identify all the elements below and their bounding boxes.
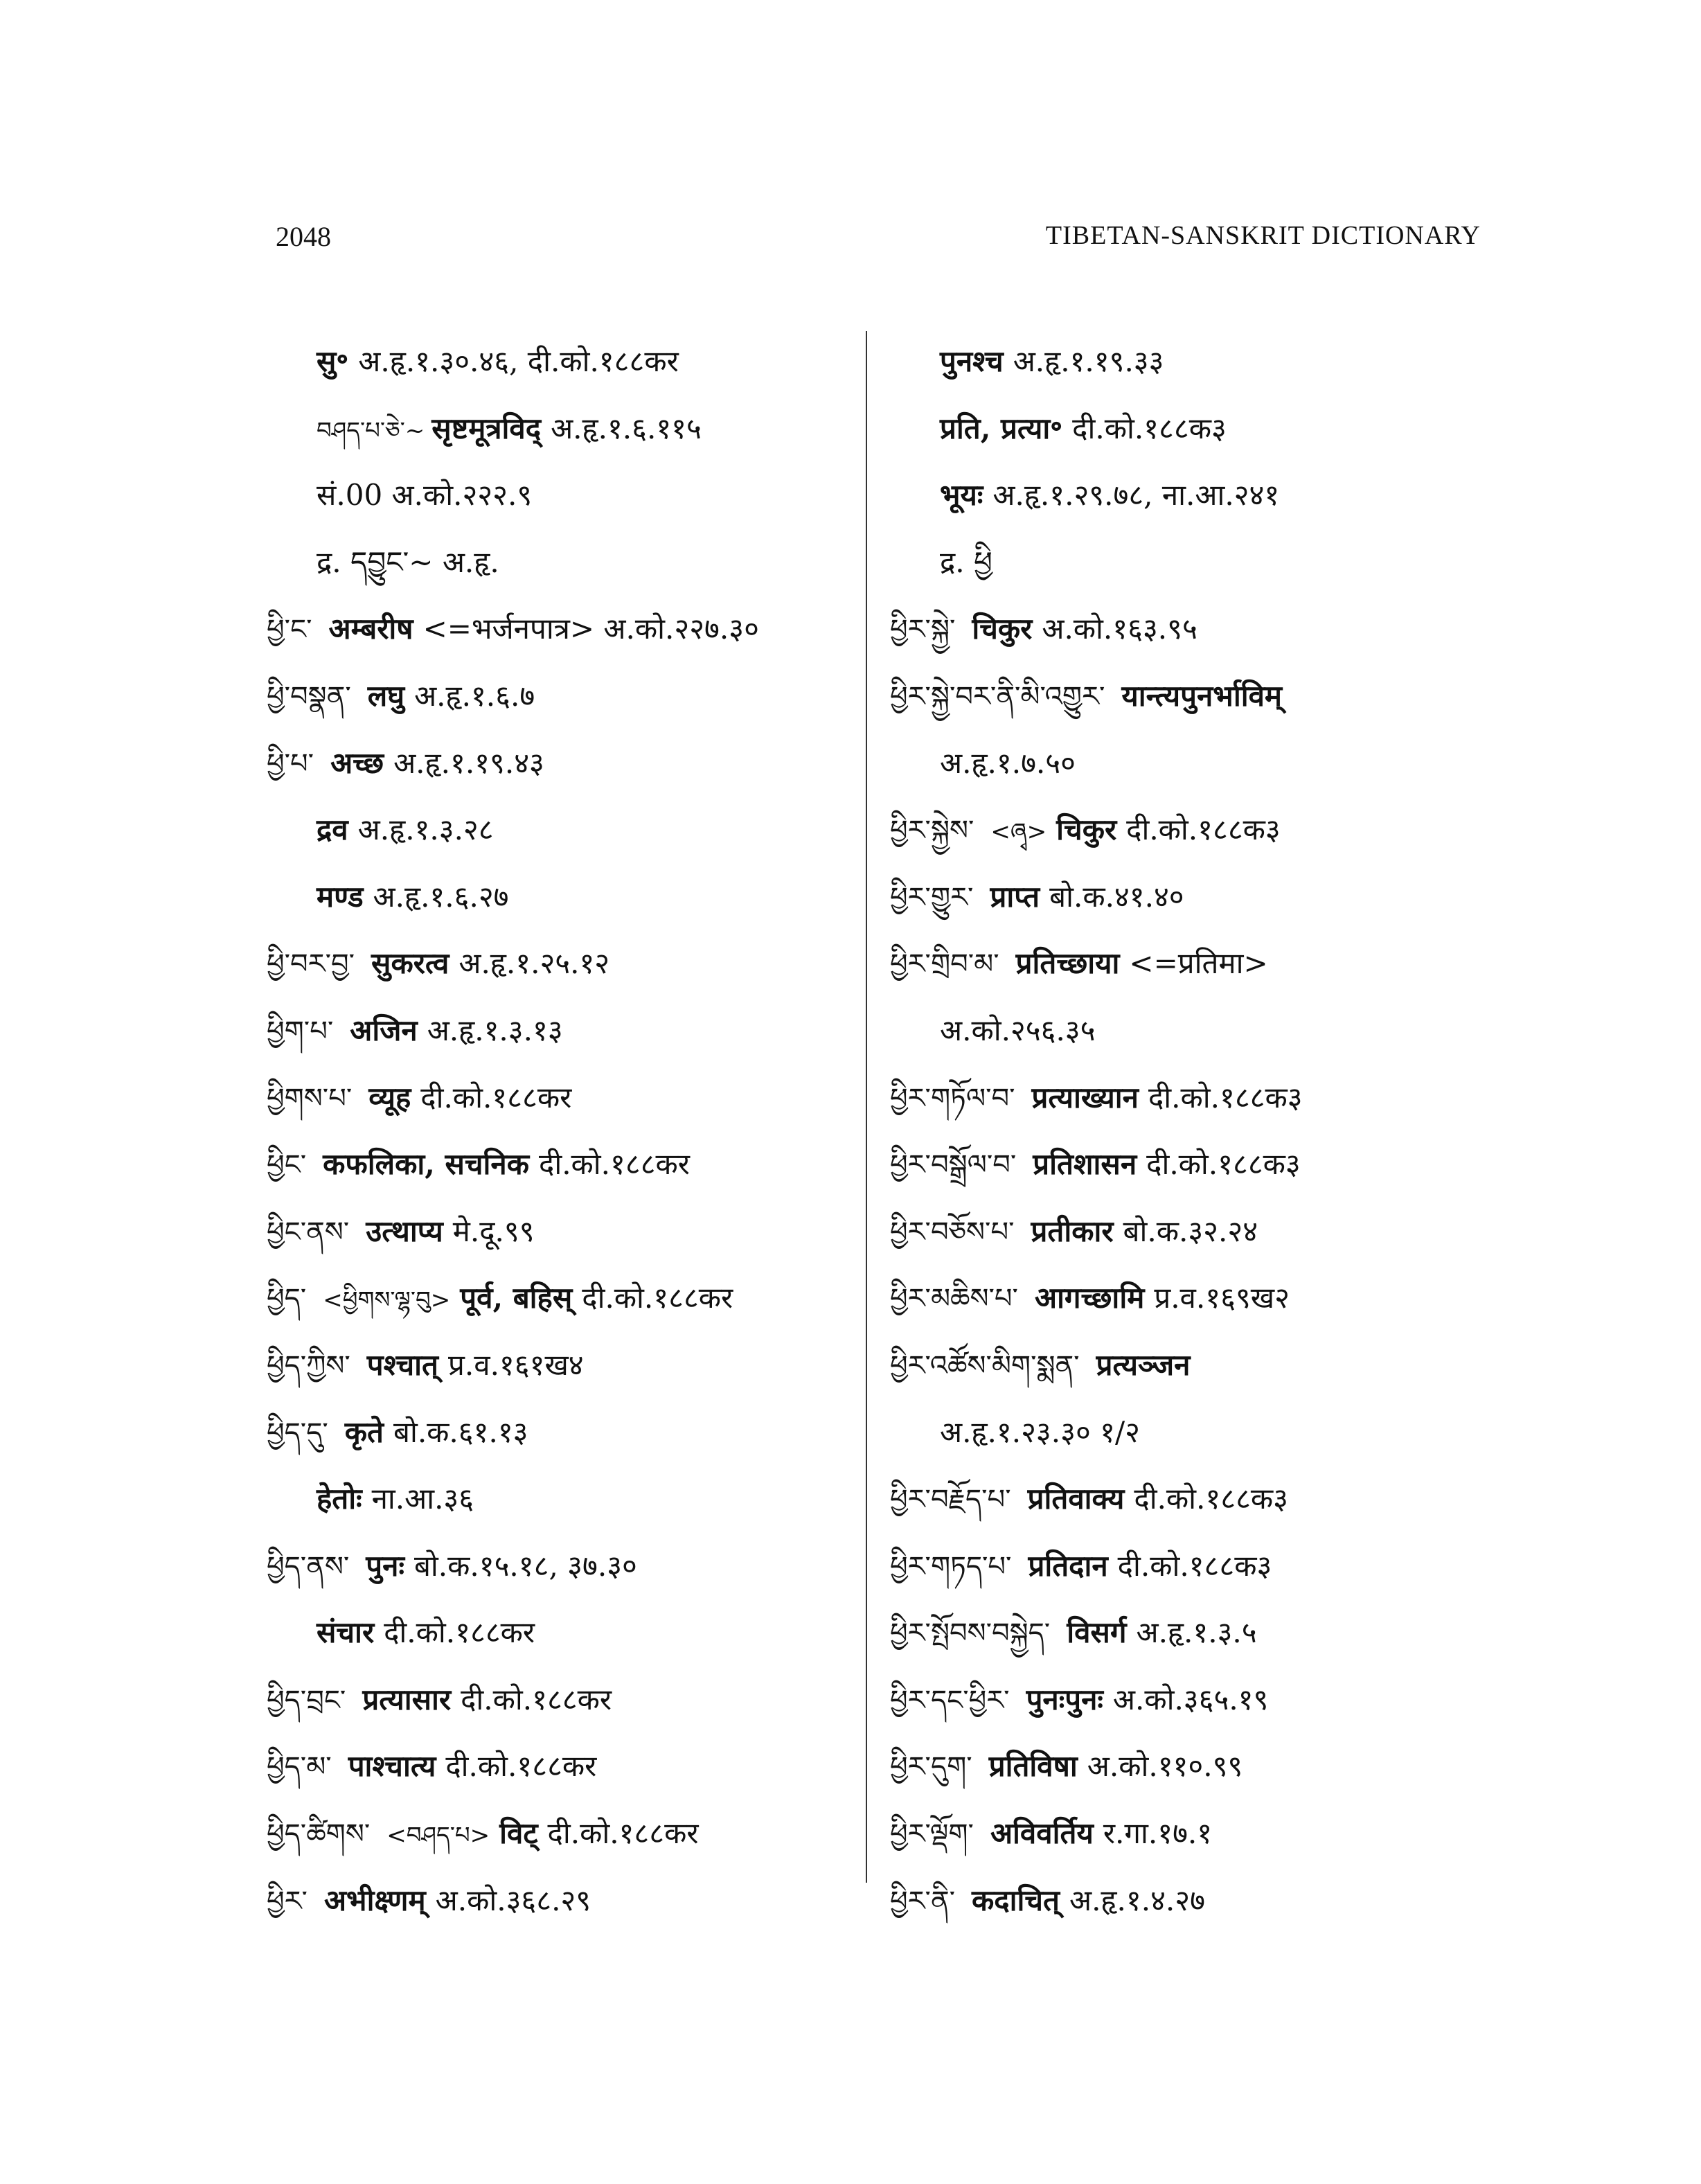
tibetan-headword: ཕྱིར་སྤོབས་བསྐྱེད་ xyxy=(890,1617,1051,1650)
sanskrit-gloss: चिकुर xyxy=(1056,813,1117,847)
dictionary-entry xyxy=(267,797,848,864)
dictionary-entry xyxy=(267,596,848,663)
source-reference: <=प्रतिमा> xyxy=(1129,946,1268,981)
dictionary-entry xyxy=(267,396,848,463)
sanskrit-gloss: प्रत्याख्यान xyxy=(1031,1080,1139,1115)
dictionary-entry xyxy=(890,1399,1499,1466)
dictionary-entry xyxy=(267,1198,848,1266)
dictionary-entry xyxy=(890,930,1499,997)
source-reference: अ.हृ.१.६.७ xyxy=(414,678,535,713)
source-reference: अ.हृ.१.३.१३ xyxy=(427,1013,563,1047)
sanskrit-gloss: प्रतिवाक्य xyxy=(1027,1482,1125,1516)
tibetan-headword: ཕྱིད་ xyxy=(267,1283,307,1315)
sanskrit-gloss: पाश्चात्य xyxy=(348,1749,436,1784)
tibetan-headword: ཕྱིད་ཀྱིས་ xyxy=(267,1349,350,1382)
dictionary-entry xyxy=(890,1867,1499,1935)
tibetan-headword: ཕྱིང་ནས་ xyxy=(267,1216,350,1248)
column-divider xyxy=(866,331,867,1883)
sanskrit-gloss: भूयः xyxy=(940,478,983,513)
dictionary-entry xyxy=(890,1800,1499,1867)
dictionary-entry xyxy=(267,1466,848,1533)
dictionary-entry xyxy=(890,663,1499,730)
tibetan-headword: ཕྱིར་མཆིས་པ་ xyxy=(890,1283,1018,1315)
dictionary-entry xyxy=(890,797,1499,864)
sanskrit-gloss: प्रतिविषा xyxy=(988,1749,1078,1784)
source-reference: प्र.व.१६१ख४ xyxy=(447,1347,584,1382)
source-reference: <=भर्जनपात्र> अ.को.२२७.३० xyxy=(422,612,759,646)
left-column xyxy=(267,328,848,1934)
source-reference: अ.हृ.१.२९.७८, ना.आ.२४१ xyxy=(992,478,1280,513)
dictionary-entry xyxy=(890,864,1499,931)
sanskrit-gloss: प्रतिच्छाया xyxy=(1015,946,1120,981)
sanskrit-gloss: लघु xyxy=(367,678,405,713)
dictionary-entry xyxy=(267,529,848,596)
source-reference: दी.को.१८८क३ xyxy=(1148,1080,1303,1115)
tibetan-headword: ཕྱིར་ནི་ xyxy=(890,1885,956,1917)
source-reference: बो.क.४१.४० xyxy=(1049,879,1184,914)
source-reference: अ.को.३६८.२९ xyxy=(435,1883,591,1917)
tibetan-headword: ཕྱིར་བཅོས་པ་ xyxy=(890,1216,1015,1248)
dictionary-entry xyxy=(267,930,848,997)
tibetan-headword: ཕྱིར་ xyxy=(267,1885,308,1917)
source-reference: अ.हृ.१.२५.१२ xyxy=(458,946,610,981)
dictionary-entry xyxy=(267,1667,848,1734)
dictionary-entry xyxy=(267,730,848,797)
sanskrit-gloss: कफलिका, सचनिक xyxy=(323,1147,530,1182)
sanskrit-gloss: अविवर्तिय xyxy=(990,1816,1094,1851)
source-reference: दी.को.१८८क३ xyxy=(1072,411,1227,445)
dictionary-entry xyxy=(890,1065,1499,1132)
dictionary-entry xyxy=(267,462,848,529)
dictionary-entry xyxy=(267,328,848,396)
dictionary-entry xyxy=(890,730,1499,797)
dictionary-entry xyxy=(267,1867,848,1935)
sanskrit-gloss: प्रतीकार xyxy=(1031,1214,1114,1248)
dictionary-entry xyxy=(267,1332,848,1399)
entry-note: <ཕྱིགས་ལྷ་བུ> xyxy=(323,1286,451,1315)
source-reference: अ.हृ.१.६.११५ xyxy=(551,411,702,445)
dictionary-entry xyxy=(890,462,1499,529)
sanskrit-gloss: अम्बरीष xyxy=(328,612,413,646)
source-reference: अ.हृ.१.३.५ xyxy=(1136,1615,1257,1650)
dictionary-entry xyxy=(267,1533,848,1600)
dictionary-entry xyxy=(267,1131,848,1198)
source-reference: अ.हृ.१.७.५० xyxy=(940,745,1076,780)
sanskrit-gloss: व्यूह xyxy=(368,1080,411,1115)
tibetan-headword: ཕྱིར་སྐྱེ་བར་ནི་མི་འགྱུར་ xyxy=(890,680,1105,713)
tibetan-headword: ཕྱིར་གཏད་པ་ xyxy=(890,1550,1012,1583)
sanskrit-gloss: पुनः xyxy=(366,1548,404,1583)
sanskrit-gloss: प्राप्त xyxy=(990,879,1040,914)
source-reference: दी.को.१८८क३ xyxy=(1146,1147,1301,1182)
sanskrit-gloss: अजिन xyxy=(350,1013,418,1047)
source-reference: अ.को.२५६.३५ xyxy=(940,1013,1096,1047)
source-reference: र.गा.१७.१ xyxy=(1103,1816,1213,1851)
dictionary-entry xyxy=(267,864,848,931)
source-reference: सं.00 अ.को.२२२.९ xyxy=(317,478,533,513)
source-reference: दी.को.१८८कर xyxy=(547,1816,699,1851)
sanskrit-gloss: कदाचित् xyxy=(972,1883,1060,1917)
sanskrit-gloss: उत्थाप्य xyxy=(366,1214,443,1248)
tibetan-headword: ཕྱིག་པ་ xyxy=(267,1015,334,1047)
source-reference: अ.हृ.१.४.२७ xyxy=(1069,1883,1205,1917)
source-reference: दी.को.१८८कर xyxy=(461,1682,612,1716)
tibetan-headword: ཕྱིར་དུག་ xyxy=(890,1751,972,1784)
source-reference: दी.को.१८८कर xyxy=(445,1749,597,1784)
source-reference: अ.को.१६३.९५ xyxy=(1042,612,1197,646)
page-number: 2048 xyxy=(276,221,331,252)
sanskrit-gloss: प्रति, प्रत्या॰ xyxy=(940,411,1063,445)
source-reference: दी.को.१८८कर xyxy=(582,1281,733,1315)
sanskrit-gloss: विट् xyxy=(499,1816,538,1851)
tibetan-headword: ཕྱིད་ཚིགས་ xyxy=(267,1818,371,1851)
sanskrit-gloss: प्रत्यासार xyxy=(362,1682,452,1716)
dictionary-entry xyxy=(890,1667,1499,1734)
dictionary-entry xyxy=(267,1399,848,1466)
source-reference: ना.आ.३६ xyxy=(371,1482,474,1516)
sanskrit-gloss: सृष्टमूत्रविद् xyxy=(431,411,542,445)
dictionary-entry xyxy=(890,1599,1499,1667)
sanskrit-gloss: द्रव xyxy=(317,813,348,847)
sanskrit-gloss: पुनःपुनः xyxy=(1026,1682,1103,1716)
entry-note: <ཞྭ> xyxy=(990,818,1047,846)
source-reference: दी.को.१८८कर xyxy=(539,1147,690,1182)
source-reference: अ.हृ.१.३०.४६, दी.को.१८८कर xyxy=(358,344,679,378)
entry-note: <བཤད་པ> xyxy=(386,1822,490,1850)
sanskrit-gloss: अभीक्ष्णम् xyxy=(323,1883,426,1917)
source-reference: अ.हृ.१.१९.३३ xyxy=(1013,344,1164,378)
dictionary-entry xyxy=(267,663,848,730)
source-reference: मे.दू.९९ xyxy=(452,1214,535,1248)
sanskrit-gloss: आगच्छामि xyxy=(1034,1281,1145,1315)
sanskrit-gloss: सु॰ xyxy=(317,344,349,378)
sanskrit-gloss: मण्ड xyxy=(317,879,364,914)
sanskrit-gloss: विसर्ग xyxy=(1067,1615,1127,1650)
page-header xyxy=(0,220,1701,262)
source-reference: अ.हृ.१.२३.३० १/२ xyxy=(940,1414,1140,1449)
dictionary-entry xyxy=(267,1599,848,1667)
tibetan-headword: ཕྱིགས་པ་ xyxy=(267,1082,353,1115)
tibetan-headword: ཕྱི་བར་བྱ་ xyxy=(267,948,355,981)
source-reference: अ.हृ.१.६.२७ xyxy=(373,879,509,914)
tibetan-headword: ཕྱིར་བརྗོད་པ་ xyxy=(890,1484,1011,1516)
source-reference: बो.क.३२.२४ xyxy=(1123,1214,1258,1248)
tibetan-headword: ཕྱིད་བྲང་ xyxy=(267,1684,346,1716)
tibetan-headword: ཕྱིར་དང་ཕྱིར་ xyxy=(890,1684,1010,1716)
source-reference: अ.को.११०.९९ xyxy=(1087,1749,1243,1784)
tibetan-headword: ཕྱིར་གཏོལ་བ་ xyxy=(890,1082,1015,1115)
source-reference: बो.क.६१.१३ xyxy=(393,1414,528,1449)
dictionary-entry xyxy=(890,1466,1499,1533)
source-reference: प्र.व.१६९ख२ xyxy=(1154,1281,1290,1315)
dictionary-entry xyxy=(267,1265,848,1332)
tibetan-headword: ཕྱིར་གྱུར་ xyxy=(890,881,974,914)
dictionary-entry xyxy=(890,997,1499,1065)
tibetan-headword: ཕྱིར་གྲིབ་མ་ xyxy=(890,948,999,981)
sanskrit-gloss: प्रतिशासन xyxy=(1033,1147,1137,1182)
tibetan-headword: ཕྱིད་ནས་ xyxy=(267,1550,350,1583)
dictionary-entry xyxy=(267,997,848,1065)
sanskrit-gloss: अच्छ xyxy=(330,745,384,780)
sanskrit-gloss: सुकरत्व xyxy=(371,946,449,981)
source-reference: अ.हृ.१.३.२८ xyxy=(357,813,494,847)
source-reference: दी.को.१८८क३ xyxy=(1134,1482,1289,1516)
source-reference: दी.को.१८८कर xyxy=(384,1615,535,1650)
tibetan-headword: ཕྱིར་འཚོས་མིག་སྨན་ xyxy=(890,1349,1080,1382)
sanskrit-gloss: पूर्व, बहिस् xyxy=(460,1281,573,1315)
dictionary-entry xyxy=(890,1198,1499,1266)
source-reference: द्र. དབྱུང་~ अ.हृ. xyxy=(317,544,499,579)
source-reference: अ.हृ.१.१९.४३ xyxy=(393,745,544,780)
dictionary-entry xyxy=(890,1131,1499,1198)
dictionary-entry xyxy=(267,1733,848,1800)
tibetan-headword: ཕྱིར་སྐྱེས་ xyxy=(890,815,974,847)
dictionary-entry xyxy=(890,1332,1499,1399)
source-reference: दी.को.१८८क३ xyxy=(1117,1548,1272,1583)
right-column xyxy=(890,328,1499,1934)
tibetan-headword: ཕྱིད་མ་ xyxy=(267,1751,332,1784)
source-reference: द्र. ཕྱི xyxy=(940,544,992,579)
sanskrit-gloss: कृते xyxy=(344,1414,384,1449)
dictionary-entry xyxy=(267,1065,848,1132)
sanskrit-gloss: संचार xyxy=(317,1615,375,1650)
running-title: TIBETAN-SANSKRIT DICTIONARY xyxy=(1045,221,1481,250)
tibetan-headword: ཕྱིད་དུ་ xyxy=(267,1417,328,1449)
dictionary-entry xyxy=(890,596,1499,663)
sanskrit-gloss: पुनश्च xyxy=(940,344,1004,378)
dictionary-entry xyxy=(890,1265,1499,1332)
sanskrit-gloss: प्रतिदान xyxy=(1028,1548,1108,1583)
source-reference: बो.क.१५.१८, ३७.३० xyxy=(413,1548,637,1583)
dictionary-entry xyxy=(890,328,1499,396)
sanskrit-gloss: यान्त्यपुनर्भाविम् xyxy=(1121,678,1283,713)
dictionary-entry xyxy=(267,1800,848,1867)
dictionary-entry xyxy=(890,529,1499,596)
source-reference: दी.को.१८८कर xyxy=(420,1080,572,1115)
dictionary-entry xyxy=(890,1733,1499,1800)
source-reference: अ.को.३६५.१९ xyxy=(1112,1682,1269,1716)
sanskrit-gloss: प्रत्यञ्जन xyxy=(1096,1347,1191,1382)
tibetan-headword: ཕྱི་པ་ xyxy=(267,747,314,780)
dictionary-entry xyxy=(890,396,1499,463)
sanskrit-gloss: हेतोः xyxy=(317,1482,362,1516)
tibetan-headword: ཕྱིང་ xyxy=(267,1149,307,1182)
entry-prefix: བཤད་པ་ཅེ་~ xyxy=(317,416,425,445)
source-reference: दी.को.१८८क३ xyxy=(1126,813,1281,847)
tibetan-headword: ཕྱིར་སྐྱེ་ xyxy=(890,614,956,646)
dictionary-entry xyxy=(890,1533,1499,1600)
sanskrit-gloss: पश्चात् xyxy=(366,1347,438,1382)
tibetan-headword: ཕྱི་བསྣན་ xyxy=(267,680,351,713)
tibetan-headword: ཕྱིར་ལྡོག་ xyxy=(890,1818,974,1851)
sanskrit-gloss: चिकुर xyxy=(972,612,1033,646)
tibetan-headword: ཕྱིར་བསྒྲོལ་བ་ xyxy=(890,1149,1017,1182)
tibetan-headword: ཕྱི་ང་ xyxy=(267,614,312,646)
